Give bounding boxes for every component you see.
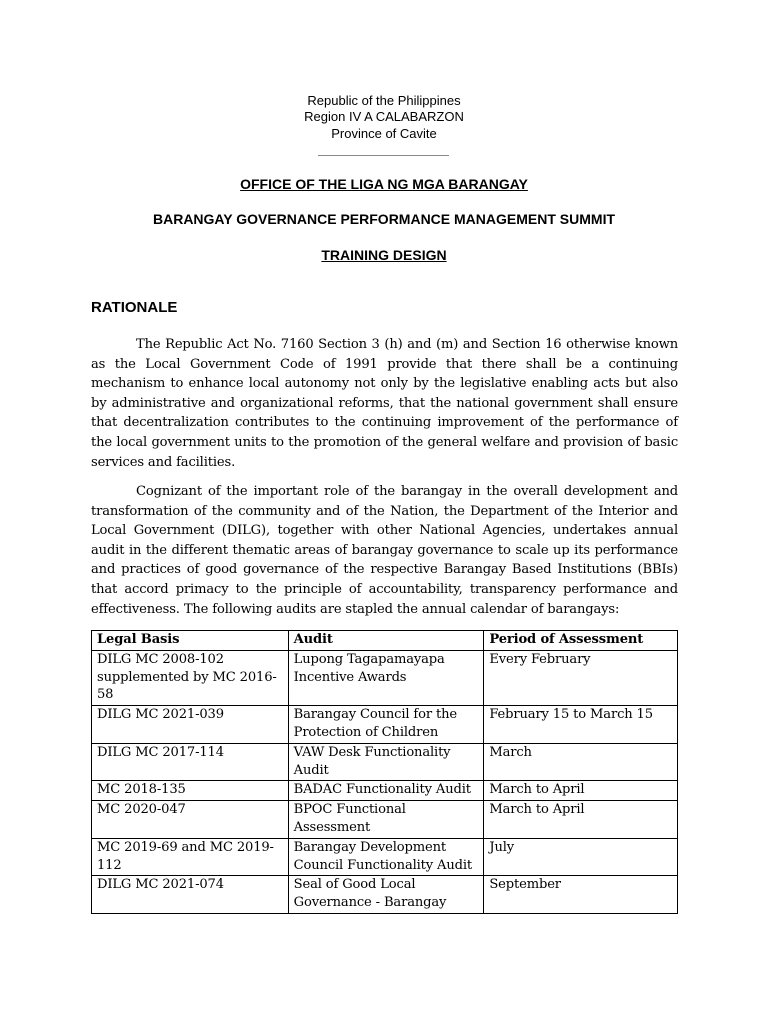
rationale-paragraph-1: The Republic Act No. 7160 Section 3 (h) and (m) and Section 16 otherwise known as the Local Government Code of 1991 provide that there shall be a continuing mechanism to enhance local autonomy not only by the legislative enabling acts but also by administrative and organizational reforms, that the national government shall ensure that decentralization contributes to the continuing improvement of the performance of the local government units to the promotion of the general welfare and provision of basic services and facilities. bbox=[91, 337, 678, 470]
cell-period: February 15 to March 15 bbox=[484, 706, 678, 744]
column-header-legal-basis: Legal Basis bbox=[92, 631, 289, 651]
table-row bbox=[92, 781, 678, 801]
rationale-heading: RATIONALE bbox=[91, 299, 178, 316]
cell-period: July bbox=[484, 838, 678, 876]
header-line-republic: Republic of the Philippines bbox=[307, 93, 461, 108]
cell-audit: BPOC Functional Assessment bbox=[288, 801, 484, 839]
cell-audit: Barangay Council for the Protection of Children bbox=[288, 706, 484, 744]
rationale-paragraph-2: Cognizant of the important role of the barangay in the overall development and transformation of the community and of the Nation, the Department of the Interior and Local Government (DILG), together with other National Agencies, undertakes annual audit in the different thematic areas of barangay governance to scale up its performance and practices of good governance of the respective Barangay Based Institutions (BBIs) that accord primacy to the principle of accountability, transparency performance and effectiveness. The following audits are stapled the annual calendar of barangays: bbox=[91, 484, 678, 617]
cell-period: Every February bbox=[484, 650, 678, 705]
cell-audit: Barangay Development Council Functionality Audit bbox=[288, 838, 484, 876]
table-row bbox=[92, 650, 678, 705]
cell-legal-basis: MC 2018-135 bbox=[92, 781, 289, 801]
audit-calendar-table bbox=[91, 630, 678, 914]
column-header-period: Period of Assessment bbox=[484, 631, 678, 651]
table-row bbox=[92, 706, 678, 744]
training-design-title: TRAINING DESIGN bbox=[321, 247, 447, 263]
cell-period: September bbox=[484, 876, 678, 914]
header-line-region: Region IV A CALABARZON bbox=[304, 109, 464, 124]
cell-audit: BADAC Functionality Audit bbox=[288, 781, 484, 801]
table-row bbox=[92, 876, 678, 914]
table-header-row bbox=[92, 631, 678, 651]
cell-legal-basis: DILG MC 2017-114 bbox=[92, 743, 289, 781]
cell-period: March bbox=[484, 743, 678, 781]
summit-title: BARANGAY GOVERNANCE PERFORMANCE MANAGEMENT SUMMIT bbox=[152, 211, 616, 227]
table-row bbox=[92, 743, 678, 781]
header-divider bbox=[318, 155, 449, 156]
cell-audit: Seal of Good Local Governance - Barangay bbox=[288, 876, 484, 914]
cell-period: March to April bbox=[484, 781, 678, 801]
cell-legal-basis: DILG MC 2021-039 bbox=[92, 706, 289, 744]
cell-period: March to April bbox=[484, 801, 678, 839]
cell-audit: Lupong Tagapamayapa Incentive Awards bbox=[288, 650, 484, 705]
cell-legal-basis: DILG MC 2008-102 supplemented by MC 2016-58 bbox=[92, 650, 289, 705]
cell-audit: VAW Desk Functionality Audit bbox=[288, 743, 484, 781]
cell-legal-basis: MC 2019-69 and MC 2019-112 bbox=[92, 838, 289, 876]
cell-legal-basis: DILG MC 2021-074 bbox=[92, 876, 289, 914]
cell-legal-basis: MC 2020-047 bbox=[92, 801, 289, 839]
header-line-province: Province of Cavite bbox=[331, 126, 437, 141]
table-row bbox=[92, 838, 678, 876]
office-title: OFFICE OF THE LIGA NG MGA BARANGAY bbox=[240, 176, 528, 192]
column-header-audit: Audit bbox=[288, 631, 484, 651]
table-row bbox=[92, 801, 678, 839]
